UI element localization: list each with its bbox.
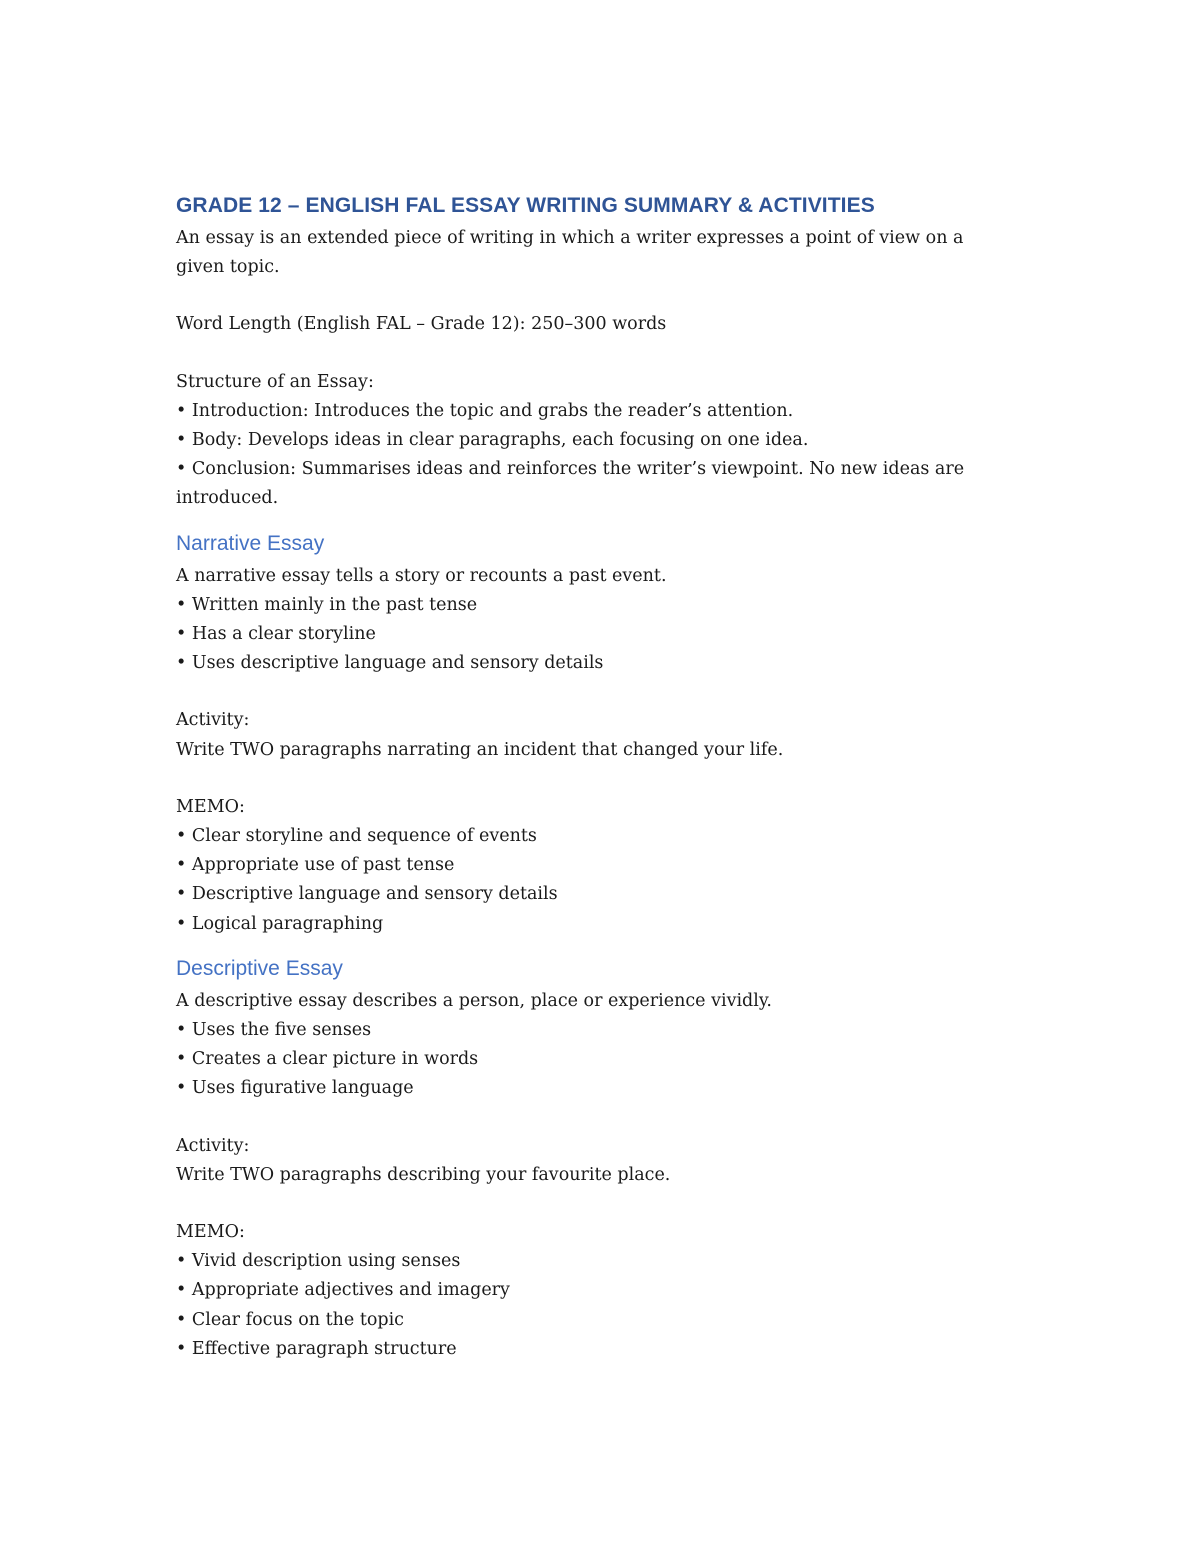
narrative-memo-item: • Appropriate use of past tense [176, 851, 1006, 880]
word-length-line: Word Length (English FAL – Grade 12): 250–300 words [176, 314, 667, 335]
descriptive-memo-item: • Vivid description using senses [176, 1247, 1006, 1276]
descriptive-heading: Descriptive Essay [176, 956, 343, 980]
narrative-feature: • Uses descriptive language and sensory details [176, 649, 1006, 678]
descriptive-memo-label: MEMO: [176, 1222, 245, 1243]
narrative-memo-item: • Descriptive language and sensory details [176, 880, 1006, 909]
descriptive-essay-section [176, 953, 1006, 1364]
intro-paragraph: An essay is an extended piece of writing in which a writer expresses a point of view on a given topic. [176, 228, 964, 278]
narrative-memo-label: MEMO: [176, 796, 245, 817]
narrative-activity-label: Activity: [176, 710, 250, 731]
descriptive-description: A descriptive essay describes a person, place or experience vividly. [176, 990, 772, 1011]
descriptive-activity-label: Activity: [176, 1135, 250, 1156]
structure-item: • Conclusion: Summarises ideas and reinforces the writer’s viewpoint. No new ideas are introduced. [176, 455, 1006, 513]
descriptive-activity-text: Write TWO paragraphs describing your favourite place. [176, 1164, 671, 1185]
narrative-memo-item: • Clear storyline and sequence of events [176, 822, 1006, 851]
narrative-feature: • Written mainly in the past tense [176, 591, 1006, 620]
descriptive-memo-item: • Clear focus on the topic [176, 1306, 1006, 1335]
descriptive-memo-item: • Effective paragraph structure [176, 1335, 1006, 1364]
descriptive-feature: • Uses figurative language [176, 1074, 1006, 1103]
narrative-description: A narrative essay tells a story or recounts a past event. [176, 565, 667, 586]
descriptive-feature: • Uses the five senses [176, 1016, 1006, 1045]
structure-item: • Body: Develops ideas in clear paragraphs, each focusing on one idea. [176, 426, 1006, 455]
structure-item: • Introduction: Introduces the topic and grabs the reader’s attention. [176, 397, 1006, 426]
narrative-heading: Narrative Essay [176, 531, 325, 555]
document-title: GRADE 12 – ENGLISH FAL ESSAY WRITING SUMMARY & ACTIVITIES [176, 194, 875, 217]
structure-heading: Structure of an Essay: [176, 371, 374, 392]
narrative-memo-item: • Logical paragraphing [176, 910, 1006, 939]
structure-list [176, 397, 1006, 514]
narrative-feature: • Has a clear storyline [176, 620, 1006, 649]
narrative-essay-section [176, 528, 1006, 939]
descriptive-feature: • Creates a clear picture in words [176, 1045, 1006, 1074]
document-body [176, 190, 1006, 1364]
narrative-activity-text: Write TWO paragraphs narrating an incident that changed your life. [176, 739, 784, 760]
descriptive-memo-item: • Appropriate adjectives and imagery [176, 1276, 1006, 1305]
